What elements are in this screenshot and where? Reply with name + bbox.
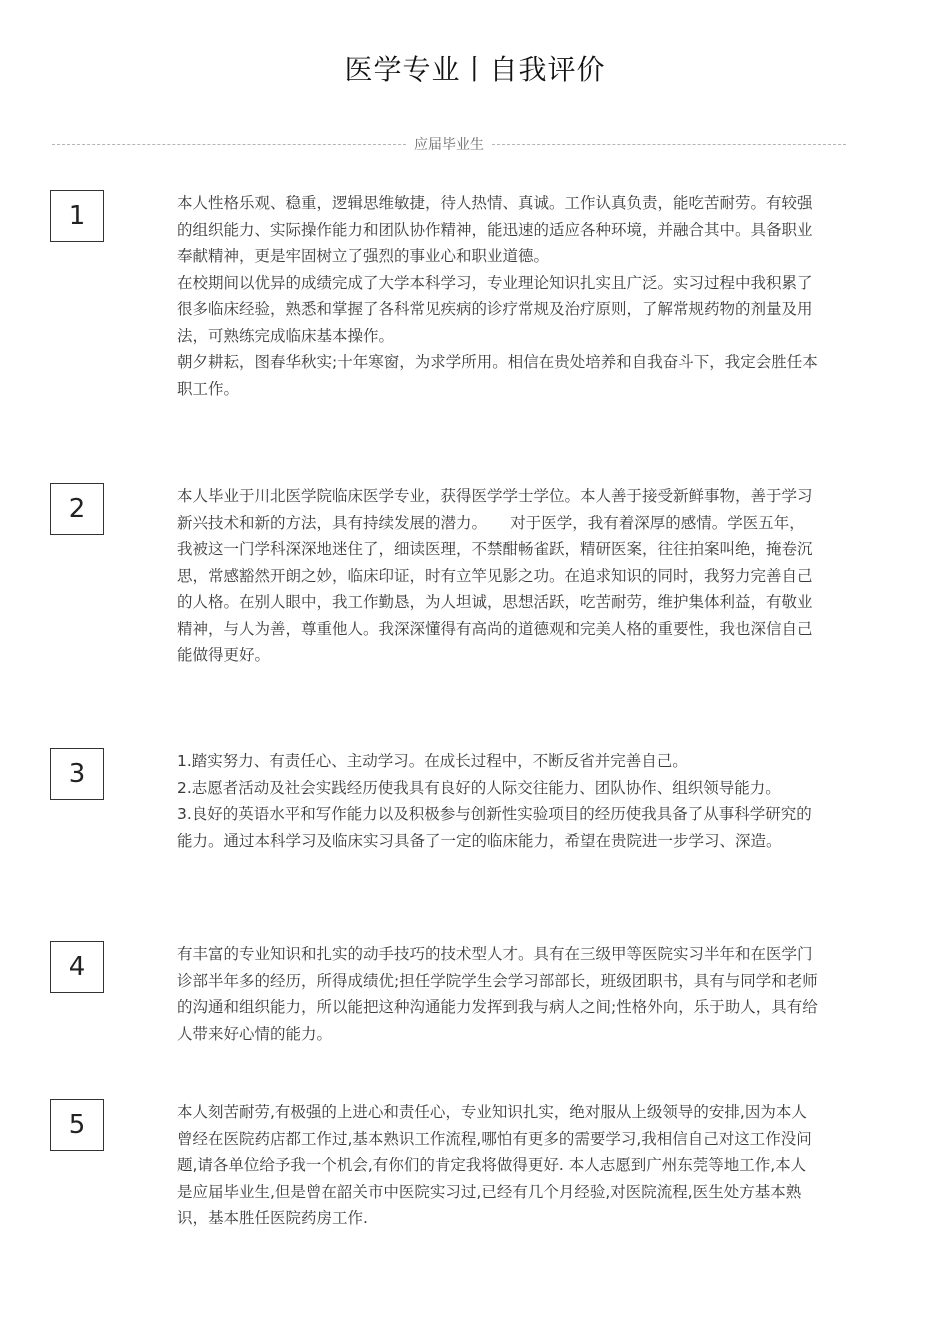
entry-number-box: 5 bbox=[50, 1099, 104, 1151]
entry-paragraph: 在校期间以优异的成绩完成了大学本科学习，专业理论知识扎实且广泛。实习过程中我积累了很多临床经验，熟悉和掌握了各科常见疾病的诊疗常规及治疗原则，了解常规药物的剂量及用法，可熟练完成临床基本操作。 bbox=[177, 273, 813, 345]
entry-paragraph: 3.良好的英语水平和写作能力以及积极参与创新性实验项目的经历使我具备了从事科学研究的能力。通过本科学习及临床实习具备了一定的临床能力，希望在贵院进一步学习、深造。 bbox=[177, 805, 812, 850]
divider-label: 应届毕业生 bbox=[414, 137, 484, 153]
entry-paragraph: 1.踏实努力、有责任心、主动学习。在成长过程中，不断反省并完善自己。 bbox=[177, 752, 688, 770]
entry-paragraph: 本人毕业于川北医学院临床医学专业，获得医学学士学位。本人善于接受新鲜事物，善于学习新兴技术和新的方法，具有持续发展的潜力。 对于医学，我有着深厚的感情。学医五年，我被这一门学科深深地迷住了，细读医理，不禁酣畅雀跃，精研医案，往往拍案叫绝，掩卷沉思，常感豁然开朗之妙，临床印证，时有立竿见影之功。在追求知识的同时，我努力完善自己的人格。在别人眼中，我工作勤恳，为人坦诚，思想活跃，吃苦耐劳，维护集体利益，有敬业精神，与人为善，尊重他人。我深深懂得有高尚的道德观和完美人格的重要性，我也深信自己能做得更好。 bbox=[177, 487, 813, 664]
entry-number-box: 3 bbox=[50, 748, 104, 800]
page-title: 医学专业丨自我评价 bbox=[344, 53, 606, 86]
entry-paragraph: 有丰富的专业知识和扎实的动手技巧的技术型人才。具有在三级甲等医院实习半年和在医学门诊部半年多的经历，所得成绩优;担任学院学生会学习部部长，班级团职书，具有与同学和老师的沟通和组织能力，所以能把这种沟通能力发挥到我与病人之间;性格外向，乐于助人，具有给人带来好心情的能力。 bbox=[177, 945, 818, 1043]
divider-line-left bbox=[52, 144, 406, 145]
entry-text bbox=[177, 748, 819, 854]
entry-paragraph: 本人性格乐观、稳重，逻辑思维敏捷，待人热情、真诚。工作认真负责，能吃苦耐劳。有较强的组织能力、实际操作能力和团队协作精神，能迅速的适应各种环境，并融合其中。具备职业奉献精神，更是牢固树立了强烈的事业心和职业道德。 bbox=[177, 194, 813, 265]
entry-paragraph: 本人刻苦耐劳,有极强的上进心和责任心，专业知识扎实，绝对服从上级领导的安排,因为本人曾经在医院药店都工作过,基本熟识工作流程,哪怕有更多的需要学习,我相信自己对这工作没问题,请各单位给予我一个机会,有你们的肯定我将做得更好. 本人志愿到广州东莞等地工作,本人是应届毕业生,但是曾在韶关市中医院实习过,已经有几个月经验,对医院流程,医生处方基本熟识，基本胜任医院药房工作. bbox=[177, 1103, 812, 1227]
divider-line-right bbox=[492, 144, 846, 145]
entry-text bbox=[177, 941, 819, 1047]
entry-paragraph: 朝夕耕耘，图春华秋实;十年寒窗，为求学所用。相信在贵处培养和自我奋斗下，我定会胜任本职工作。 bbox=[177, 353, 818, 398]
entry-number-box: 1 bbox=[50, 190, 104, 242]
entry-text bbox=[177, 190, 819, 402]
section-divider bbox=[52, 134, 846, 154]
entry-paragraph: 2.志愿者活动及社会实践经历使我具有良好的人际交往能力、团队协作、组织领导能力。 bbox=[177, 778, 781, 797]
entry-text bbox=[177, 1099, 819, 1232]
entry-number-box: 2 bbox=[50, 483, 104, 535]
entry-number-box: 4 bbox=[50, 941, 104, 993]
entry-text bbox=[177, 483, 819, 669]
